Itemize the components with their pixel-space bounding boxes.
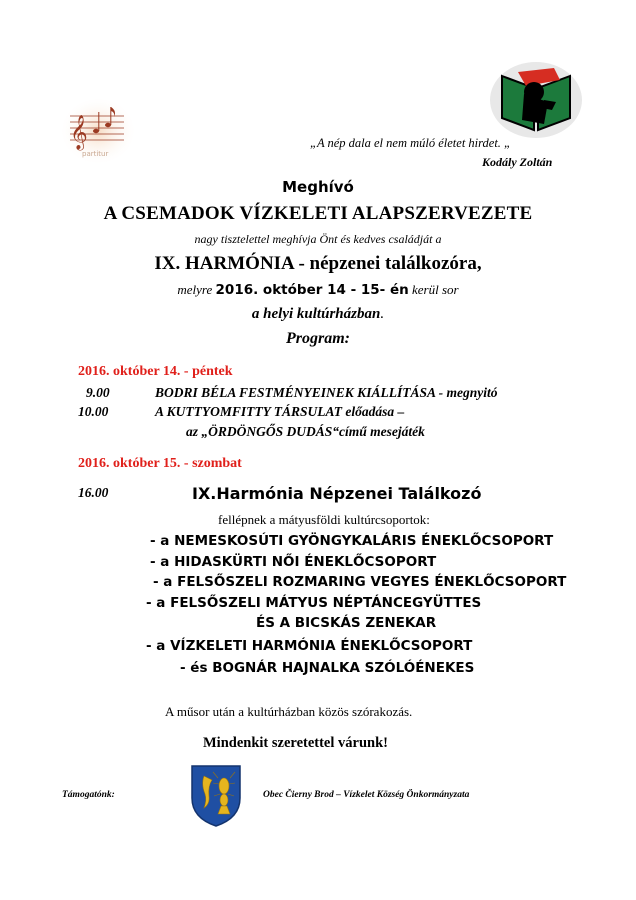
- day1-sub-pre: az „: [186, 424, 209, 439]
- venue-main: kultúrházban: [296, 306, 381, 322]
- after-program-note: A műsor után a kultúrházban közös szórakozás.: [165, 704, 413, 719]
- day2-intro: fellépnek a mátyusföldi kultúrcsoportok:: [218, 512, 430, 527]
- day1-item-1-main: BODRI BÉLA FESTMÉNYEINEK KIÁLLÍTÁSA: [155, 385, 436, 400]
- date-post: kerül sor: [412, 282, 459, 297]
- day2-time: 16.00: [78, 485, 109, 500]
- day1-sub-post: “című mesejáték: [332, 424, 425, 439]
- group-item: - a FELSŐSZELI MÁTYUS NÉPTÁNCEGYÜTTES: [146, 595, 482, 611]
- event-date: 2016. október 14 - 15- én: [215, 282, 409, 298]
- day1-item-1-suffix: - megnyitó: [435, 385, 498, 400]
- day1-time-1: 9.00: [86, 385, 110, 400]
- day1-item-1: [155, 385, 497, 401]
- program-label: Program:: [286, 330, 350, 347]
- day2-title: IX.Harmónia Népzenei Találkozó: [192, 484, 482, 503]
- quote-text: „A nép dala el nem múló életet hirdet. „: [310, 136, 512, 150]
- group-item: - a NEMESKOSÚTI GYÖNGYKALÁRIS ÉNEKLŐCSOPORT: [150, 533, 554, 549]
- quote-author: Kodály Zoltán: [482, 155, 553, 169]
- welcome-text: Mindenkit szeretettel várunk!: [203, 735, 388, 751]
- day1-item-2: [155, 404, 404, 420]
- day1-item-2-suffix: előadása –: [342, 404, 405, 419]
- date-pre: melyre: [177, 282, 213, 297]
- coat-of-arms-icon: [190, 764, 242, 828]
- group-item: - a HIDASKÜRTI NŐI ÉNEKLŐCSOPORT: [150, 554, 437, 570]
- venue-line: [0, 306, 636, 323]
- group-item: - a FELSŐSZELI ROZMARING VEGYES ÉNEKLŐCSOPORT: [153, 574, 567, 590]
- group-item: ÉS A BICSKÁS ZENEKAR: [256, 615, 437, 631]
- day1-item-2-main: A KUTTYOMFITTY TÁRSULAT: [155, 404, 343, 419]
- event-name: IX. HARMÓNIA - népzenei találkozóra,: [154, 253, 482, 274]
- group-item: - a VÍZKELETI HARMÓNIA ÉNEKLŐCSOPORT: [146, 638, 473, 654]
- music-note-logo: [62, 98, 134, 164]
- sponsor-name: Obec Čierny Brod – Vízkelet Község Önkormányzata: [263, 790, 470, 800]
- logo-note-watermark: partitur: [82, 150, 109, 158]
- day1-subtitle: [186, 424, 425, 440]
- sponsor-label: Támogatónk:: [62, 790, 115, 800]
- day1-sub-main: ÖRDÖNGŐS DUDÁS: [208, 424, 333, 439]
- day1-label: 2016. október 14. - péntek: [78, 364, 233, 379]
- venue-post: .: [380, 306, 385, 322]
- svg-text:𝄞: 𝄞: [70, 115, 88, 150]
- csemadok-book-logo: [488, 58, 584, 138]
- group-item: - és BOGNÁR HAJNALKA SZÓLÓÉNEKES: [180, 660, 475, 676]
- invite-line: nagy tisztelettel meghívja Önt és kedves családját a: [194, 232, 442, 246]
- org-name: A CSEMADOK VÍZKELETI ALAPSZERVEZETE: [103, 203, 533, 224]
- venue-pre: a helyi: [251, 306, 294, 322]
- day1-time-2: 10.00: [78, 404, 109, 419]
- event-date-line: [0, 282, 636, 298]
- page-title: Meghívó: [282, 178, 354, 196]
- day2-label: 2016. október 15. - szombat: [78, 456, 242, 471]
